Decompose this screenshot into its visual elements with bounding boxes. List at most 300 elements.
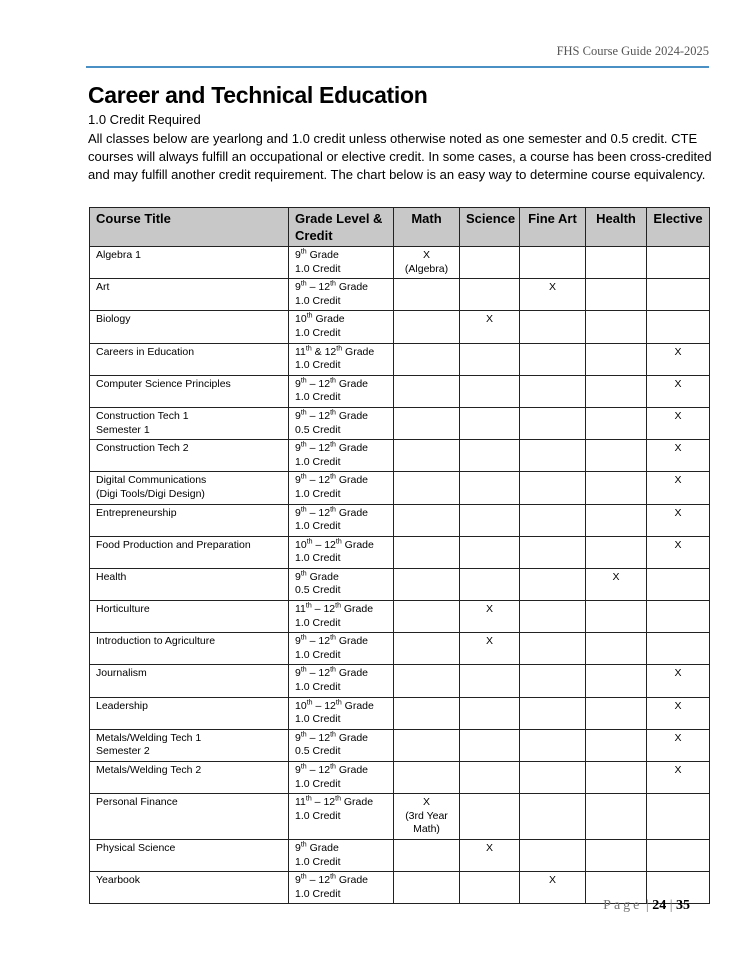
elective-cell: [647, 311, 710, 343]
health-cell: [586, 665, 647, 697]
page-title: Career and Technical Education: [88, 82, 428, 108]
grade-level: [295, 842, 387, 856]
science-cell: [460, 279, 520, 311]
elective-cell: X: [647, 729, 710, 761]
grade-suffix: th: [300, 666, 307, 674]
course-title-line: Semester 1: [96, 423, 150, 436]
course-title-cell: [90, 568, 289, 600]
grade-text: Grade: [335, 409, 369, 422]
course-title-cell: [90, 665, 289, 697]
credit-value: 1.0 Credit: [295, 359, 341, 372]
grade-suffix: th: [335, 699, 342, 707]
grade-credit-cell: [289, 375, 394, 407]
course-title-line: Personal Finance: [96, 796, 178, 809]
table-row: [90, 504, 710, 536]
grade-text: –: [306, 874, 319, 887]
science-cell: [460, 247, 520, 279]
grade-text: –: [306, 281, 319, 294]
table-row: [90, 375, 710, 407]
course-title-line: Semester 2: [96, 745, 150, 758]
grade-level: [295, 732, 387, 746]
health-cell: [586, 762, 647, 794]
credit-value: 1.0 Credit: [295, 777, 341, 790]
course-title-line: Metals/Welding Tech 1: [96, 731, 202, 744]
header-health: Health: [586, 208, 647, 247]
grade-text: Grade: [335, 281, 369, 294]
grade-suffix: th: [335, 538, 342, 546]
grade-suffix: th: [330, 377, 336, 385]
grade-level: [295, 764, 387, 778]
grade-text: –: [306, 474, 319, 487]
course-title-cell: [90, 440, 289, 472]
science-cell: [460, 536, 520, 568]
math-cell: [394, 407, 460, 439]
grade-number: 9: [295, 506, 301, 519]
grade-level: [295, 874, 387, 888]
header-divider: [86, 66, 709, 68]
science-cell: [460, 407, 520, 439]
elective-cell: [647, 633, 710, 665]
grade-text: Grade: [306, 249, 339, 261]
table-row: [90, 472, 710, 504]
fine-art-cell: [520, 440, 586, 472]
page-separator: |: [645, 898, 649, 913]
grade-number: 12: [318, 731, 331, 744]
grade-text: –: [311, 796, 324, 809]
math-cell: [394, 872, 460, 904]
elective-cell: X: [647, 697, 710, 729]
math-cell: [394, 697, 460, 729]
elective-cell: X: [647, 504, 710, 536]
health-cell: [586, 633, 647, 665]
grade-text: Grade: [306, 570, 339, 583]
grade-text: Grade: [341, 538, 374, 551]
credit-value: 1.0 Credit: [295, 616, 341, 629]
grade-suffix: th: [300, 280, 307, 288]
health-cell: X: [586, 568, 647, 600]
grade-credit-cell: [289, 839, 394, 871]
table-row: [90, 407, 710, 439]
course-title-cell: [90, 407, 289, 439]
grade-number: 11: [295, 603, 306, 616]
course-title-cell: [90, 279, 289, 311]
grade-text: Grade: [335, 764, 369, 776]
grade-suffix: th: [306, 538, 313, 546]
grade-suffix: th: [300, 377, 307, 385]
health-cell: [586, 729, 647, 761]
fine-art-cell: [520, 536, 586, 568]
science-cell: [460, 568, 520, 600]
course-title-line: Yearbook: [96, 874, 140, 887]
fine-art-cell: [520, 794, 586, 840]
math-mark: Math): [413, 823, 440, 836]
grade-credit-cell: [289, 568, 394, 600]
grade-text: Grade: [340, 796, 374, 809]
credit-value: 1.0 Credit: [295, 809, 341, 822]
science-cell: [460, 343, 520, 375]
science-cell: [460, 729, 520, 761]
grade-text: Grade: [335, 731, 369, 744]
course-title-cell: [90, 839, 289, 871]
elective-cell: [647, 601, 710, 633]
grade-number: 12: [323, 796, 336, 809]
grade-text: –: [306, 506, 319, 519]
grade-text: Grade: [342, 345, 375, 358]
fine-art-cell: X: [520, 872, 586, 904]
grade-suffix: th: [306, 699, 313, 707]
fine-art-cell: [520, 697, 586, 729]
grade-number: 9: [295, 635, 301, 648]
credit-value: 1.0 Credit: [295, 887, 341, 900]
grade-number: 9: [295, 764, 301, 776]
credit-value: 1.0 Credit: [295, 855, 341, 868]
science-cell: [460, 872, 520, 904]
grade-level: [295, 539, 387, 553]
elective-cell: X: [647, 665, 710, 697]
table-row: [90, 536, 710, 568]
fine-art-cell: [520, 472, 586, 504]
grade-level: [295, 603, 387, 617]
table-row: [90, 665, 710, 697]
grade-level: [295, 635, 387, 649]
grade-number: 9: [295, 841, 301, 854]
health-cell: [586, 504, 647, 536]
course-title-line: Journalism: [96, 667, 147, 680]
grade-credit-cell: [289, 633, 394, 665]
course-equivalency-table: [89, 207, 710, 904]
health-cell: [586, 343, 647, 375]
grade-number: 9: [295, 409, 301, 422]
grade-level: [295, 507, 387, 521]
math-cell: [394, 601, 460, 633]
grade-text: Grade: [335, 506, 369, 519]
grade-text: Grade: [312, 313, 345, 326]
grade-text: Grade: [335, 635, 369, 648]
grade-suffix: th: [300, 841, 307, 849]
grade-text: Grade: [335, 474, 369, 487]
page-footer: [603, 898, 690, 914]
math-cell: [394, 504, 460, 536]
health-cell: [586, 794, 647, 840]
grade-number: 12: [324, 538, 336, 551]
table-row: [90, 279, 710, 311]
grade-suffix: th: [330, 409, 336, 417]
grade-number: 9: [295, 874, 301, 887]
elective-cell: X: [647, 472, 710, 504]
grade-suffix: th: [330, 441, 336, 449]
grade-credit-cell: [289, 440, 394, 472]
grade-suffix: th: [305, 602, 312, 610]
grade-suffix: th: [330, 634, 336, 642]
grade-credit-cell: [289, 794, 394, 840]
course-title-line: Careers in Education: [96, 345, 195, 358]
course-title-cell: [90, 794, 289, 840]
elective-cell: X: [647, 440, 710, 472]
fine-art-cell: [520, 407, 586, 439]
table-row: [90, 697, 710, 729]
course-title-line: Digital Communications: [96, 474, 207, 487]
grade-suffix: th: [300, 570, 307, 578]
fine-art-cell: [520, 601, 586, 633]
credit-value: 0.5 Credit: [295, 423, 341, 436]
fine-art-cell: [520, 839, 586, 871]
credit-value: 1.0 Credit: [295, 487, 341, 500]
grade-suffix: th: [330, 666, 336, 674]
course-title-line: Metals/Welding Tech 2: [96, 764, 202, 776]
course-title-line: Food Production and Preparation: [96, 538, 251, 551]
elective-cell: X: [647, 407, 710, 439]
table-row: [90, 794, 710, 840]
credit-value: 0.5 Credit: [295, 745, 341, 758]
course-title-cell: [90, 311, 289, 343]
health-cell: [586, 247, 647, 279]
grade-suffix: th: [306, 312, 313, 320]
grade-number: 12: [318, 506, 331, 519]
grade-suffix: th: [330, 763, 336, 771]
math-cell: [394, 536, 460, 568]
health-cell: [586, 311, 647, 343]
fine-art-cell: [520, 375, 586, 407]
header-fine-art: Fine Art: [520, 208, 586, 247]
course-title-line: Construction Tech 1: [96, 409, 189, 422]
elective-cell: X: [647, 762, 710, 794]
health-cell: [586, 536, 647, 568]
fine-art-cell: [520, 633, 586, 665]
grade-suffix: th: [300, 634, 307, 642]
math-cell: [394, 568, 460, 600]
grade-credit-cell: [289, 872, 394, 904]
grade-suffix: th: [335, 602, 341, 610]
course-title-line: (Digi Tools/Digi Design): [96, 487, 205, 500]
elective-cell: X: [647, 536, 710, 568]
elective-cell: X: [647, 343, 710, 375]
course-title-cell: [90, 375, 289, 407]
math-mark: (3rd Year: [405, 809, 448, 822]
course-title-line: Algebra 1: [96, 249, 141, 261]
fine-art-cell: [520, 568, 586, 600]
grade-credit-cell: [289, 665, 394, 697]
fine-art-cell: [520, 504, 586, 536]
fine-art-cell: [520, 343, 586, 375]
page-number: 24: [652, 898, 667, 913]
grade-suffix: th: [300, 248, 307, 256]
fine-art-cell: [520, 311, 586, 343]
grade-number: 12: [318, 667, 331, 680]
math-cell: [394, 247, 460, 279]
fine-art-cell: X: [520, 279, 586, 311]
grade-credit-cell: [289, 536, 394, 568]
table-body: [90, 247, 710, 904]
elective-cell: [647, 839, 710, 871]
grade-suffix: th: [330, 280, 336, 288]
course-title-cell: [90, 247, 289, 279]
grade-credit-cell: [289, 504, 394, 536]
grade-level: [295, 249, 387, 263]
grade-suffix: th: [300, 873, 307, 881]
grade-suffix: th: [305, 345, 312, 353]
grade-text: –: [306, 764, 319, 776]
science-cell: X: [460, 601, 520, 633]
grade-text: –: [311, 603, 324, 616]
health-cell: [586, 279, 647, 311]
grade-text: &: [311, 345, 325, 358]
course-title-cell: [90, 472, 289, 504]
grade-level: [295, 410, 387, 424]
grade-number: 11: [295, 796, 306, 809]
page-word: Page: [603, 898, 643, 913]
grade-credit-cell: [289, 311, 394, 343]
fine-art-cell: [520, 665, 586, 697]
grade-text: Grade: [341, 699, 374, 712]
grade-number: 12: [323, 603, 336, 616]
table-row: [90, 343, 710, 375]
grade-suffix: th: [305, 795, 312, 803]
running-header: FHS Course Guide 2024-2025: [556, 44, 709, 58]
grade-level: [295, 571, 387, 585]
grade-text: –: [306, 635, 319, 648]
grade-level: [295, 313, 387, 327]
math-cell: [394, 279, 460, 311]
fine-art-cell: [520, 247, 586, 279]
grade-text: Grade: [335, 667, 369, 680]
elective-cell: X: [647, 375, 710, 407]
health-cell: [586, 472, 647, 504]
health-cell: [586, 440, 647, 472]
grade-credit-cell: [289, 762, 394, 794]
header-math: Math: [394, 208, 460, 247]
grade-number: 9: [295, 377, 301, 390]
grade-level: [295, 667, 387, 681]
fine-art-cell: [520, 762, 586, 794]
grade-suffix: th: [300, 473, 307, 481]
grade-number: 12: [318, 442, 331, 455]
science-cell: X: [460, 311, 520, 343]
grade-credit-cell: [289, 247, 394, 279]
course-title-line: Leadership: [96, 699, 148, 712]
science-cell: X: [460, 839, 520, 871]
math-mark: (Algebra): [404, 262, 449, 275]
table-header-row: [90, 208, 710, 247]
grade-number: 10: [295, 538, 307, 551]
math-mark: X: [422, 249, 430, 261]
table-row: [90, 568, 710, 600]
grade-text: –: [306, 377, 319, 390]
credit-value: 1.0 Credit: [295, 552, 341, 565]
health-cell: [586, 407, 647, 439]
credit-value: 1.0 Credit: [295, 520, 341, 533]
grade-credit-cell: [289, 729, 394, 761]
grade-number: 12: [318, 474, 331, 487]
grade-suffix: th: [300, 506, 307, 513]
elective-cell: [647, 794, 710, 840]
grade-suffix: th: [330, 873, 336, 881]
course-title-cell: [90, 343, 289, 375]
grade-level: [295, 700, 387, 714]
credit-value: 1.0 Credit: [295, 391, 341, 404]
grade-number: 12: [318, 377, 331, 390]
table-row: [90, 839, 710, 871]
grade-suffix: th: [330, 731, 336, 739]
header-science: Science: [460, 208, 520, 247]
table-row: [90, 311, 710, 343]
math-cell: [394, 633, 460, 665]
grade-suffix: th: [300, 763, 307, 771]
credit-value: 1.0 Credit: [295, 648, 341, 661]
grade-suffix: th: [335, 795, 341, 803]
math-cell: [394, 839, 460, 871]
health-cell: [586, 839, 647, 871]
health-cell: [586, 697, 647, 729]
course-title-line: Entrepreneurship: [96, 506, 177, 519]
grade-number: 12: [318, 874, 331, 887]
science-cell: [460, 762, 520, 794]
course-title-cell: [90, 633, 289, 665]
science-cell: [460, 472, 520, 504]
credit-requirement: 1.0 Credit Required: [88, 112, 201, 127]
grade-credit-cell: [289, 407, 394, 439]
grade-number: 12: [324, 699, 336, 712]
grade-number: 10: [295, 313, 307, 326]
grade-suffix: th: [336, 345, 343, 353]
science-cell: [460, 665, 520, 697]
grade-text: –: [306, 731, 319, 744]
science-cell: [460, 504, 520, 536]
grade-number: 9: [295, 570, 301, 583]
credit-value: 1.0 Credit: [295, 455, 341, 468]
course-title-cell: [90, 504, 289, 536]
header-grade-level: Grade Level & Credit: [289, 208, 394, 247]
grade-text: Grade: [335, 442, 369, 455]
math-cell: [394, 375, 460, 407]
math-cell: [394, 794, 460, 840]
table-row: [90, 601, 710, 633]
math-cell: [394, 665, 460, 697]
credit-value: 1.0 Credit: [295, 262, 341, 275]
grade-text: –: [306, 667, 319, 680]
grade-credit-cell: [289, 472, 394, 504]
grade-suffix: th: [300, 731, 307, 739]
credit-value: 1.0 Credit: [295, 326, 341, 339]
elective-cell: [647, 279, 710, 311]
grade-level: [295, 378, 387, 392]
table-row: [90, 762, 710, 794]
grade-number: 9: [295, 281, 301, 294]
grade-number: 9: [295, 249, 301, 261]
grade-number: 10: [295, 699, 307, 712]
credit-value: 1.0 Credit: [295, 713, 341, 726]
header-elective: Elective: [647, 208, 710, 247]
grade-number: 9: [295, 474, 301, 487]
grade-credit-cell: [289, 279, 394, 311]
grade-suffix: th: [300, 409, 307, 417]
math-cell: [394, 762, 460, 794]
grade-text: Grade: [335, 874, 369, 887]
grade-level: [295, 281, 387, 295]
grade-suffix: th: [330, 506, 336, 513]
course-title-cell: [90, 762, 289, 794]
course-title-line: Art: [96, 281, 110, 294]
table-row: [90, 440, 710, 472]
math-cell: [394, 729, 460, 761]
table-row: [90, 633, 710, 665]
course-title-line: Physical Science: [96, 841, 176, 854]
grade-text: –: [306, 409, 319, 422]
course-title-cell: [90, 697, 289, 729]
grade-text: Grade: [335, 377, 369, 390]
grade-number: 12: [318, 409, 331, 422]
grade-number: 11: [295, 345, 306, 358]
grade-credit-cell: [289, 601, 394, 633]
